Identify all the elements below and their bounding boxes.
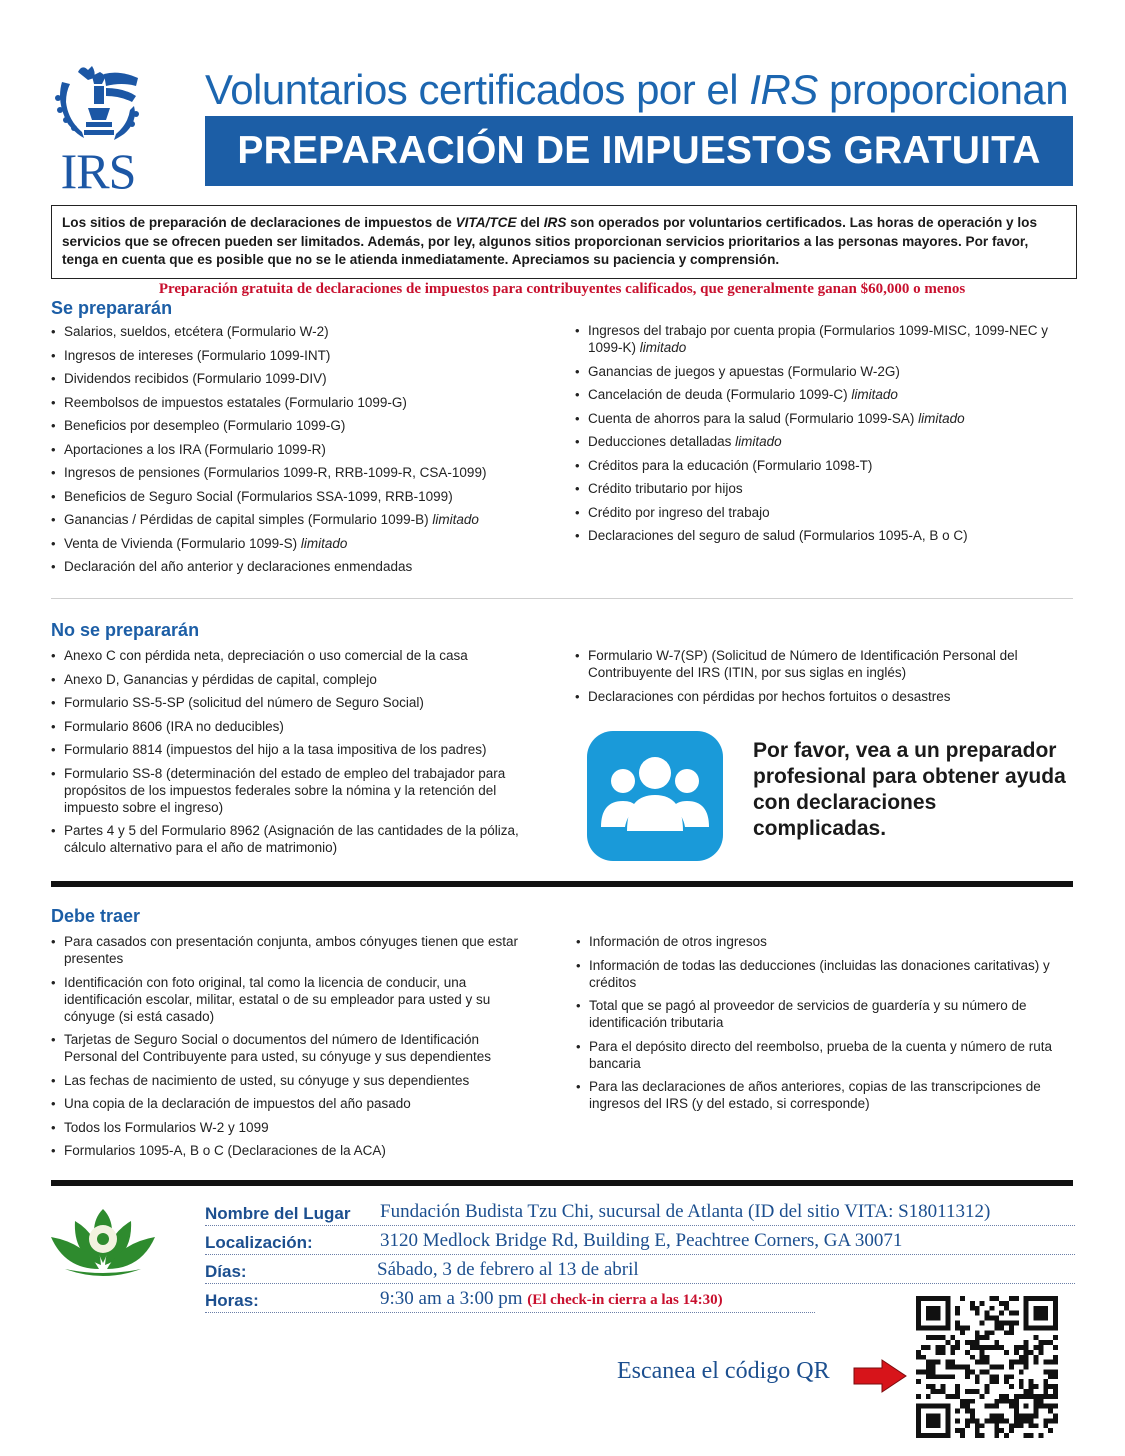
list-item: • Todos los Formularios W-2 y 1099 bbox=[51, 1119, 531, 1136]
list-item: • Formulario W-7(SP) (Solicitud de Número de Identificación Personal del Contribuyente del IRS (ITIN, por sus siglas en inglés) bbox=[575, 647, 1060, 681]
list-item: • Formulario SS-8 (determinación del estado de empleo del trabajador para propósitos de los impuestos federales sobre la nómina y la retención del impuesto sobre el ingreso) bbox=[51, 765, 551, 816]
limited-tag: limitado bbox=[735, 434, 782, 449]
will-not-prepare-title: No se prepararán bbox=[51, 620, 200, 640]
site-days-row bbox=[205, 1257, 1075, 1284]
irs-logo bbox=[48, 62, 148, 199]
list-item: • Deducciones detalladas limitado bbox=[575, 433, 1070, 450]
site-days-value: Sábado, 3 de febrero al 13 de abril bbox=[377, 1259, 639, 1280]
group-people-icon bbox=[587, 731, 723, 861]
list-item: • Total que se pagó al proveedor de servicios de guardería y su número de identificación tributaria bbox=[576, 997, 1071, 1031]
red-arrow-icon bbox=[852, 1358, 908, 1399]
site-hours-value: 9:30 am a 3:00 pm (El check-in cierra a las 14:30) bbox=[380, 1288, 723, 1309]
will-prepare-list-left bbox=[51, 323, 551, 582]
list-item: • Declaraciones del seguro de salud (Formularios 1095-A, B o C) bbox=[575, 527, 1070, 544]
list-item: • Formulario SS-5-SP (solicitud del número de Seguro Social) bbox=[51, 694, 551, 711]
limited-tag: limitado bbox=[639, 340, 687, 355]
list-item: • Formulario 8606 (IRA no deducibles) bbox=[51, 718, 551, 735]
site-name-label: Nombre del Lugar bbox=[205, 1204, 351, 1223]
list-item: • Tarjetas de Seguro Social o documentos del número de Identificación Personal del Contribuyente para usted, su cónyuge y sus dependientes bbox=[51, 1031, 531, 1065]
site-location-row bbox=[205, 1228, 1075, 1255]
list-item: • Ganancias de juegos y apuestas (Formulario W-2G) bbox=[575, 363, 1070, 380]
bring-title: Debe traer bbox=[51, 906, 141, 926]
list-item: • Crédito por ingreso del trabajo bbox=[575, 504, 1070, 521]
list-item: • Formulario 8814 (impuestos del hijo a la tasa impositiva de los padres) bbox=[51, 741, 551, 758]
list-item: • Anexo C con pérdida neta, depreciación o uso comercial de la casa bbox=[51, 647, 551, 664]
list-item: • Ingresos del trabajo por cuenta propia (Formularios 1099-MISC, 1099-NEC y 1099-K) limitado bbox=[575, 322, 1070, 356]
list-item: • Beneficios de Seguro Social (Formularios SSA-1099, RRB-1099) bbox=[51, 488, 551, 505]
will-prepare-title: Se prepararán bbox=[51, 298, 173, 318]
notice-box: Los sitios de preparación de declaraciones de impuestos de VITA/TCE del IRS son operados por voluntarios certificados. Las horas de operación y los servicios que se ofrecen pueden ser limitados. Además, por ley, algunos sitios proporcionan servicios prioritarios a las personas mayores. Por favor, tenga en cuenta que es posible que no se le atienda inmediatamente. Apreciamos su paciencia y comprensión. bbox=[51, 205, 1077, 279]
list-item: • Ingresos de intereses (Formulario 1099-INT) bbox=[51, 347, 551, 364]
list-item: • Información de otros ingresos bbox=[576, 933, 1071, 950]
list-item: • Créditos para la educación (Formulario 1098-T) bbox=[575, 457, 1070, 474]
will-prepare-list-right bbox=[575, 322, 1070, 551]
site-name-value: Fundación Budista Tzu Chi, sucursal de Atlanta (ID del sitio VITA: S18011312) bbox=[380, 1201, 991, 1222]
list-item: • Reembolsos de impuestos estatales (Formulario 1099-G) bbox=[51, 394, 551, 411]
list-item: • Las fechas de nacimiento de usted, su cónyuge y sus dependientes bbox=[51, 1072, 531, 1089]
professional-preparer-message: Por favor, vea a un preparador profesional para obtener ayuda con declaraciones complicadas. bbox=[753, 739, 1066, 840]
check-in-note: (El check-in cierra a las 14:30) bbox=[527, 1292, 723, 1308]
limited-tag: limitado bbox=[300, 535, 348, 551]
section-divider-thick-bottom bbox=[51, 1180, 1073, 1186]
list-item: • Para casados con presentación conjunta, ambos cónyuges tienen que estar presentes bbox=[51, 933, 531, 967]
list-item: • Declaraciones con pérdidas por hechos fortuitos o desastres bbox=[575, 688, 1060, 705]
irs-logo-text: IRS bbox=[60, 143, 136, 199]
will-not-prepare-list-left bbox=[51, 647, 551, 863]
qr-code[interactable] bbox=[915, 1296, 1059, 1438]
list-item: • Para el depósito directo del reembolso, prueba de la cuenta y número de ruta bancaria bbox=[576, 1038, 1071, 1072]
list-item: • Cancelación de deuda (Formulario 1099-C) limitado bbox=[575, 386, 1070, 403]
list-item: • Venta de Vivienda (Formulario 1099-S) limitado bbox=[51, 535, 551, 552]
qualified-income-line: Preparación gratuita de declaraciones de impuestos para contribuyentes calificados, que generalmente ganan $60,000 o menos bbox=[158, 281, 966, 297]
site-days-label: Días: bbox=[205, 1262, 247, 1281]
list-item: • Cuenta de ahorros para la salud (Formulario 1099-SA) limitado bbox=[575, 410, 1070, 427]
limited-tag: limitado bbox=[851, 387, 898, 402]
site-hours-row bbox=[205, 1286, 815, 1313]
list-item: • Beneficios por desempleo (Formulario 1099-G) bbox=[51, 417, 551, 434]
section-divider bbox=[51, 598, 1073, 599]
site-location-label: Localización: bbox=[205, 1233, 313, 1252]
list-item: • Ingresos de pensiones (Formularios 1099-R, RRB-1099-R, CSA-1099) bbox=[51, 464, 551, 481]
site-location-value: 3120 Medlock Bridge Rd, Building E, Peachtree Corners, GA 30071 bbox=[380, 1230, 903, 1251]
list-item: • Una copia de la declaración de impuestos del año pasado bbox=[51, 1095, 531, 1112]
site-hours-label: Horas: bbox=[205, 1291, 259, 1310]
list-item: • Identificación con foto original, tal como la licencia de conducir, una identificación escolar, militar, estatal o de su empleador para usted y su cónyuge (si está casado) bbox=[51, 974, 531, 1025]
list-item: • Anexo D, Ganancias y pérdidas de capital, complejo bbox=[51, 671, 551, 688]
bring-list-left bbox=[51, 933, 531, 1166]
scan-qr-label: Escanea el código QR bbox=[617, 1358, 830, 1384]
bring-list-right bbox=[576, 933, 1071, 1119]
tzu-chi-lotus-logo bbox=[45, 1203, 161, 1283]
list-item: • Dividendos recibidos (Formulario 1099-DIV) bbox=[51, 370, 551, 387]
header-subtitle: Voluntarios certificados por el IRS proporcionan bbox=[205, 66, 1069, 113]
eagle-emblem-icon bbox=[48, 62, 148, 144]
list-item: • Aportaciones a los IRA (Formulario 1099-R) bbox=[51, 441, 551, 458]
header-banner: PREPARACIÓN DE IMPUESTOS GRATUITA bbox=[205, 116, 1073, 186]
section-divider-thick bbox=[51, 881, 1073, 887]
list-item: • Partes 4 y 5 del Formulario 8962 (Asignación de las cantidades de la póliza, cálculo alternativo para el año de matrimonio) bbox=[51, 822, 551, 856]
limited-tag: limitado bbox=[432, 512, 479, 527]
list-item: • Declaración del año anterior y declaraciones enmendadas bbox=[51, 558, 551, 575]
site-name-row bbox=[205, 1199, 1075, 1226]
list-item: • Ganancias / Pérdidas de capital simples (Formulario 1099-B) limitado bbox=[51, 511, 551, 528]
list-item: • Crédito tributario por hijos bbox=[575, 480, 1070, 497]
list-item: • Salarios, sueldos, etcétera (Formulario W-2) bbox=[51, 323, 551, 340]
list-item: • Para las declaraciones de años anteriores, copias de las transcripciones de ingresos del IRS (y del estado, si corresponde) bbox=[576, 1078, 1071, 1112]
will-not-prepare-list-right bbox=[575, 647, 1060, 711]
list-item: • Formularios 1095-A, B o C (Declaraciones de la ACA) bbox=[51, 1142, 531, 1159]
list-item: • Información de todas las deducciones (incluidas las donaciones caritativas) y créditos bbox=[576, 957, 1071, 991]
limited-tag: limitado bbox=[918, 410, 965, 426]
